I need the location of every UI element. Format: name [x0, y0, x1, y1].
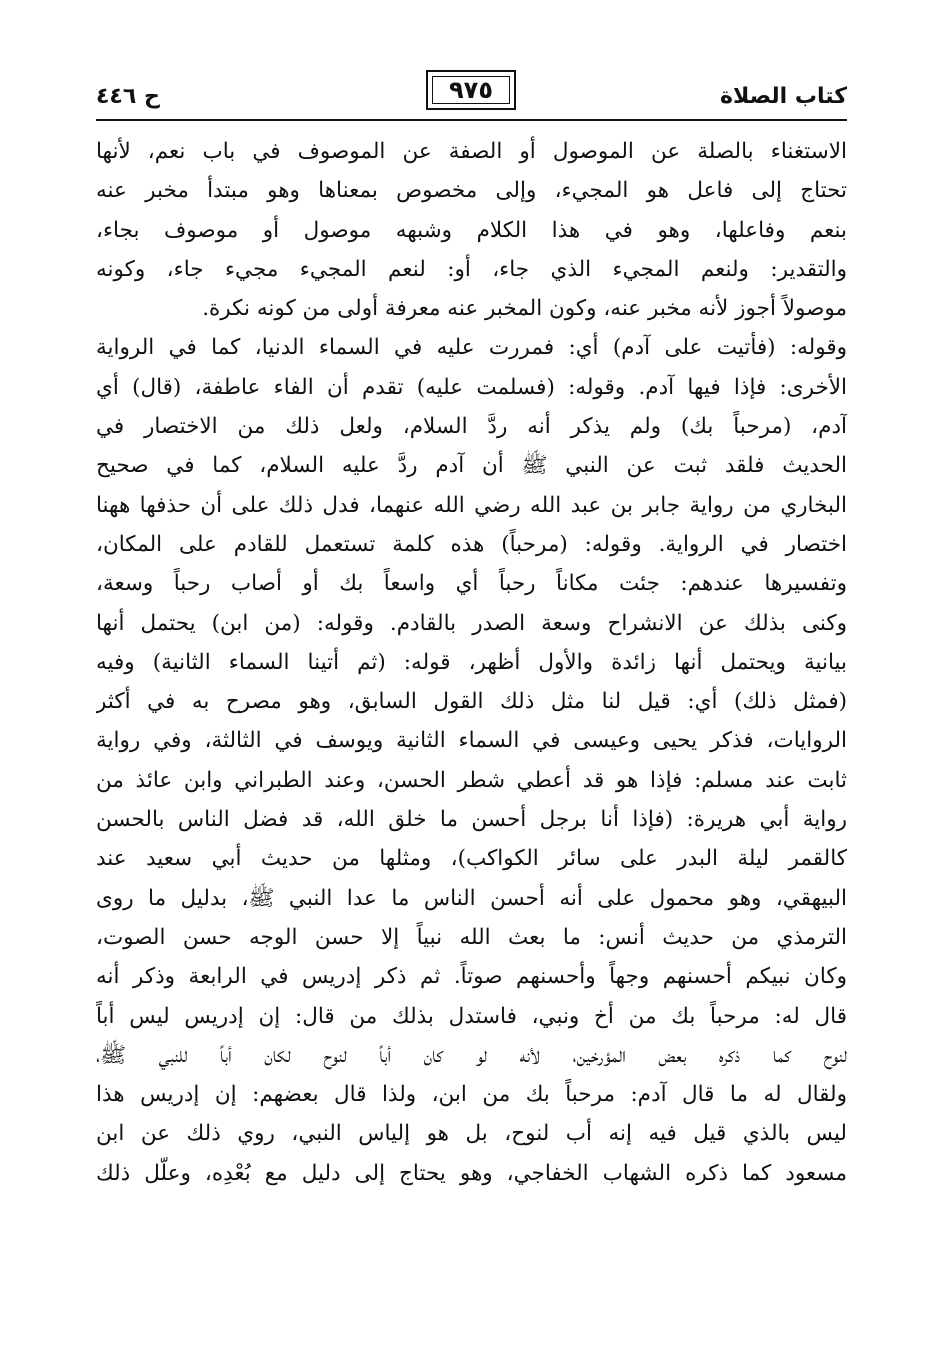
text-line: وكان نبيكم أحسنهم وجهاً وأحسنهم صوتاً. ثم ذكر إدريس في الرابعة وذكر أنه [96, 964, 847, 990]
page-header [96, 62, 847, 120]
text-line: بيانية ويحتمل أنها زائدة والأول أظهر، قوله: (ثم أتينا السماء الثانية) وفيه [96, 649, 847, 675]
text-line: آدم، (مرحباً بك) ولم يذكر أنه ردَّ السلام، ولعل ذلك من الاختصار في [96, 414, 847, 440]
page-number: ٩٧٥ [449, 76, 493, 104]
text-line: والتقدير: ولنعم المجيء الذي جاء، أو: لنعم المجيء مجيء جاء، وكونه [96, 256, 847, 282]
text-line: وتفسيرها عندهم: جئت مكاناً رحباً أي واسعاً بك أو أصاب رحباً وسعة، [96, 571, 847, 597]
text-line: ولقال له ما قال آدم: مرحباً بك من ابن، ولذا قال بعضهم: إن إدريس هذا [96, 1082, 847, 1108]
text-line: الترمذي من حديث أنس: ما بعث الله نبياً إلا حسن الوجه حسن الصوت، [96, 924, 847, 950]
header-divider [96, 119, 847, 121]
text-line: اختصار في الرواية. وقوله: (مرحباً) هذه كلمة تستعمل للقادم على المكان، [96, 531, 847, 557]
text-line: وقوله: (فأتيت على آدم) أي: فمررت عليه في السماء الدنيا، كما في الرواية [96, 335, 847, 361]
text-line: البخاري من رواية جابر بن عبد الله رضي الله عنهما، فدل ذلك على أن حذفها ههنا [96, 492, 847, 518]
text-line: مسعود كما ذكره الشهاب الخفاجي، وهو يحتاج إلى دليل مع بُعْدِه، وعلّل ذلك [96, 1160, 847, 1186]
text-line: الحديث فلقد ثبت عن النبي ﷺ أن آدم ردَّ عليه السلام، كما في صحيح [96, 453, 847, 479]
page-number-frame [426, 70, 516, 110]
text-line: ليس بالذي قيل فيه إنه أب لنوح، بل هو إلياس النبي، روي ذلك عن ابن [96, 1121, 847, 1147]
text-line: كالقمر ليلة البدر على سائر الكواكب)، ومثلها من حديث أبي سعيد عند [96, 846, 847, 872]
text-line: الاستغناء بالصلة عن الموصول أو الصفة عن الموصوف في باب نعم، لأنها [96, 139, 847, 164]
text-line: موصولاً أجوز لأنه مخبر عنه، وكون المخبر عنه معرفة أولى من كونه نكرة. [202, 296, 847, 322]
hadith-number: ح ٤٤٦ [96, 84, 160, 109]
book-title: كتاب الصلاة [720, 84, 847, 109]
text-line: رواية أبي هريرة: (فإذا أنا برجل أحسن ما خلق الله، قد فضل الناس بالحسن [96, 807, 847, 833]
body-text [96, 132, 847, 1193]
text-line: تحتاج إلى فاعل هو المجيء، وإلى مخصوص بمعناها وهو مبتدأ مخبر عنه [96, 178, 847, 204]
text-line: (فمثل ذلك) أي: قيل لنا مثل ذلك القول السابق، وهو مصرح به في أكثر [96, 689, 847, 715]
text-line: ثابت عند مسلم: فإذا هو قد أعطي شطر الحسن، وعند الطبراني وابن عائذ من [96, 767, 847, 793]
text-line: قال له: مرحباً بك من أخ ونبي، فاستدل بذلك من قال: إن إدريس ليس أباً [96, 1003, 847, 1029]
text-line: الروايات، فذكر يحيى وعيسى في السماء الثانية ويوسف في الثالثة، وفي رواية [96, 728, 847, 754]
text-line: الأخرى: فإذا فيها آدم. وقوله: (فسلمت عليه) تقدم أن الفاء عاطفة، (قال) أي [96, 374, 847, 400]
text-line: بنعم وفاعلها، وهو في هذا الكلام وشبهه موصول أو موصوف بجاء، [96, 217, 847, 243]
text-line: لنوح كما ذكره بعض المؤرخين، لأنه لو كان أباً لنوح لكان أباً للنبي ﷺ، [96, 1042, 847, 1068]
text-line: البيهقي، وهو محمول على أنه أحسن الناس ما عدا النبي ﷺ، بدليل ما روى [96, 885, 847, 911]
text-line: وكنى بذلك عن الانشراح وسعة الصدر بالقادم. وقوله: (من ابن) يحتمل أنها [96, 610, 847, 636]
